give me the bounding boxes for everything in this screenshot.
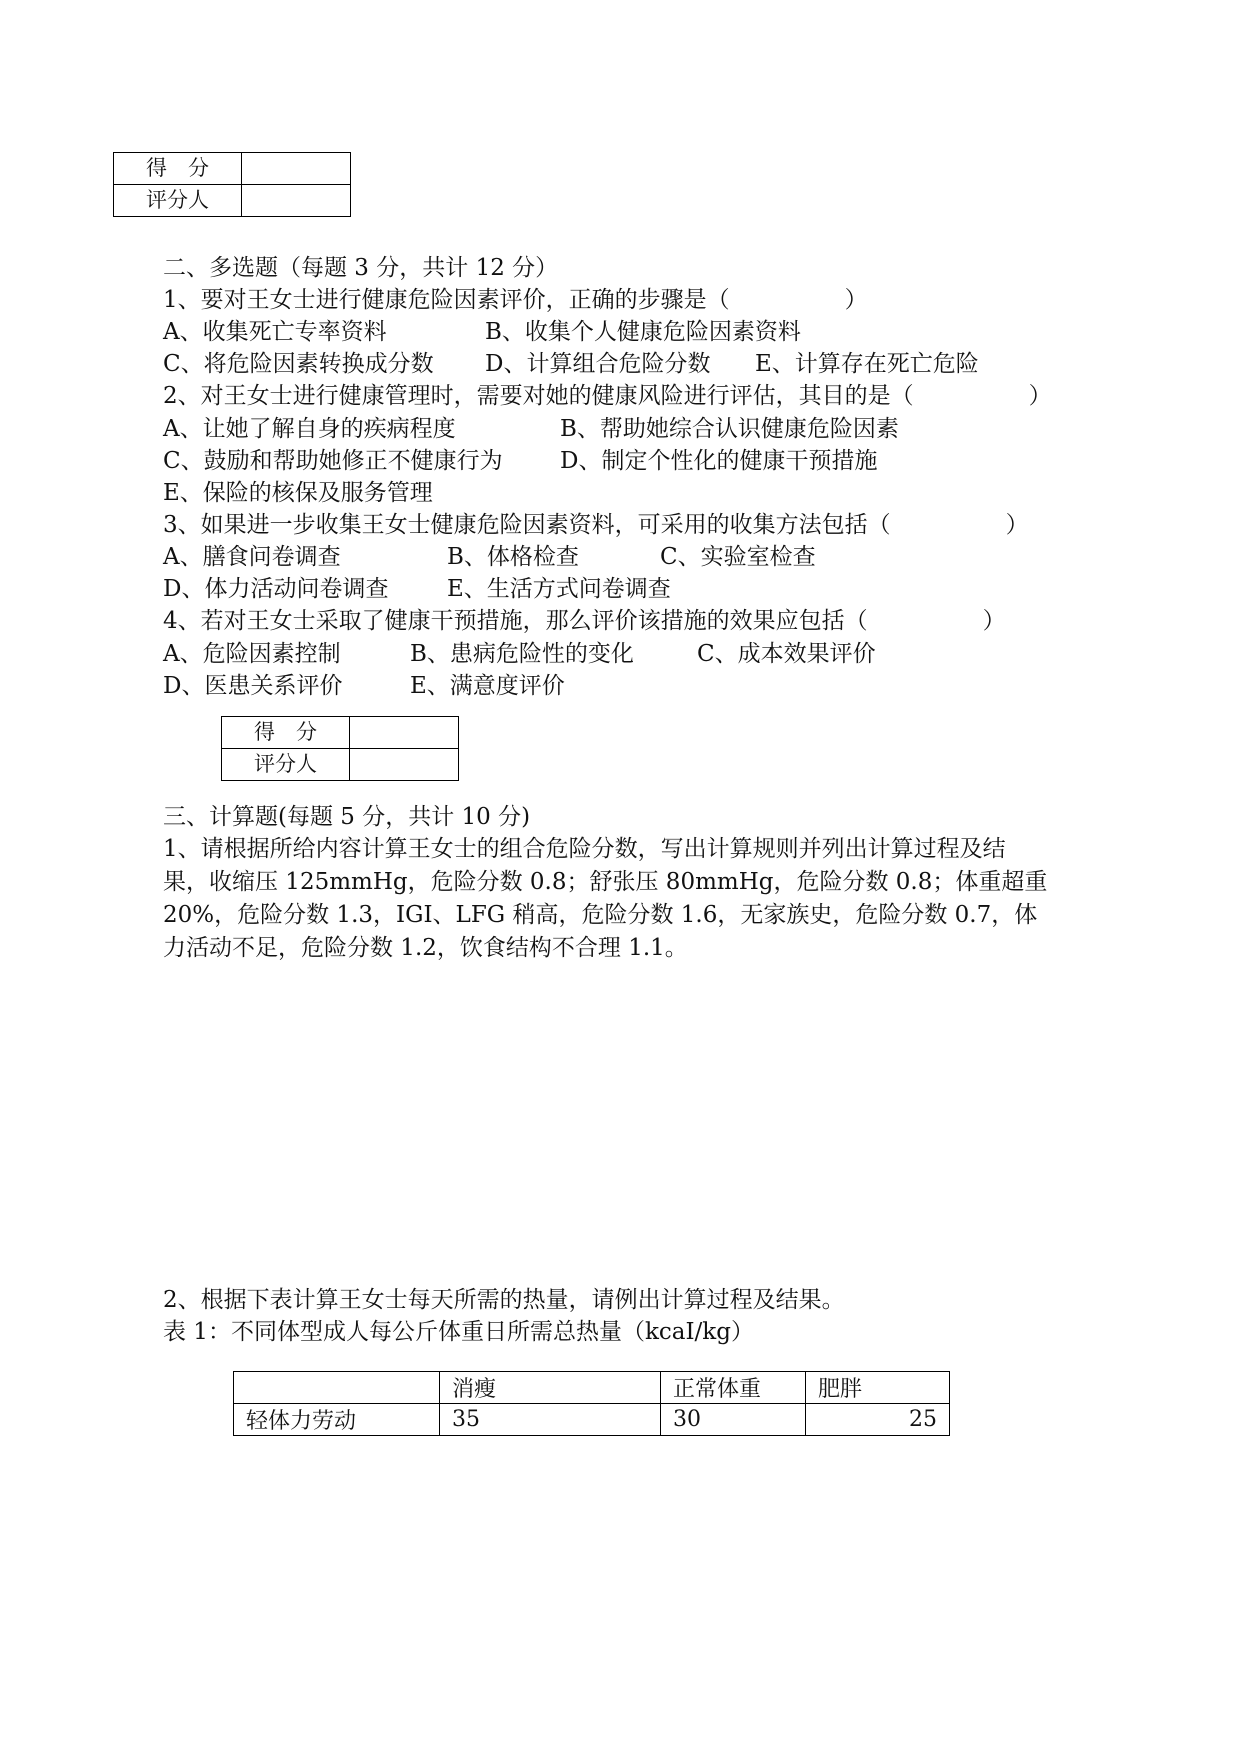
q2-option-d: D、制定个性化的健康干预措施: [560, 448, 878, 474]
table-cell: 30: [661, 1404, 806, 1436]
q4-option-c: C、成本效果评价: [697, 641, 876, 667]
grader-value-cell[interactable]: [242, 185, 351, 217]
grader-value-cell[interactable]: [350, 749, 459, 781]
table-cell: 25: [806, 1404, 950, 1436]
calorie-table: [233, 1371, 950, 1436]
score-table-2: [221, 716, 459, 781]
calc-q1-line-2: 果，收缩压 125mmHg，危险分数 0.8；舒张压 80mmHg，危险分数 0.8；体重超重: [163, 869, 1048, 895]
grader-label: 评分人: [114, 185, 242, 217]
q3-option-a: A、膳食问卷调查: [163, 544, 341, 570]
calc-q1-line-3: 20%，危险分数 1.3，IGI、LFG 稍高，危险分数 1.6，无家族史，危险分数 0.7，体: [163, 902, 1038, 928]
table-cell: 轻体力劳动: [234, 1404, 440, 1436]
score-value-cell[interactable]: [242, 153, 351, 185]
table-header-cell: 肥胖: [806, 1372, 950, 1404]
section3-heading: 三、计算题(每题 5 分，共计 10 分): [163, 804, 531, 830]
calc-q2-stem: 2、根据下表计算王女士每天所需的热量，请例出计算过程及结果。: [163, 1287, 845, 1313]
q4-option-e: E、满意度评价: [410, 673, 565, 699]
q3-option-c: C、实验室检查: [660, 544, 816, 570]
q2-option-c: C、鼓励和帮助她修正不健康行为: [163, 448, 503, 474]
q2-option-a: A、让她了解自身的疾病程度: [163, 416, 456, 442]
q2-option-e: E、保险的核保及服务管理: [163, 480, 433, 506]
q1-stem: 1、要对王女士进行健康危险因素评价，正确的步骤是（ ）: [163, 287, 868, 313]
q1-option-b: B、收集个人健康危险因素资料: [485, 319, 801, 345]
section2-heading: 二、多选题（每题 3 分，共计 12 分）: [163, 255, 559, 281]
q4-option-d: D、医患关系评价: [163, 673, 343, 699]
q2-option-b: B、帮助她综合认识健康危险因素: [560, 416, 899, 442]
q2-stem: 2、对王女士进行健康管理时，需要对她的健康风险进行评估，其目的是（ ）: [163, 383, 1052, 409]
table-header-cell: 正常体重: [661, 1372, 806, 1404]
q3-option-e: E、生活方式问卷调查: [447, 576, 671, 602]
score-label: 得 分: [222, 717, 350, 749]
table-header-row: [234, 1372, 950, 1404]
q1-option-d: D、计算组合危险分数: [485, 351, 711, 377]
table-header-cell: 消瘦: [440, 1372, 661, 1404]
q1-option-c: C、将危险因素转换成分数: [163, 351, 434, 377]
q4-option-b: B、患病危险性的变化: [410, 641, 634, 667]
q4-stem: 4、若对王女士采取了健康干预措施，那么评价该措施的效果应包括（ ）: [163, 608, 1006, 634]
q3-stem: 3、如果进一步收集王女士健康危险因素资料，可采用的收集方法包括（ ）: [163, 512, 1029, 538]
score-table-1: [113, 152, 351, 217]
calc-q1-line-4: 力活动不足，危险分数 1.2，饮食结构不合理 1.1。: [163, 935, 688, 961]
table-row: [234, 1404, 950, 1436]
q3-option-d: D、体力活动问卷调查: [163, 576, 389, 602]
q3-option-b: B、体格检查: [447, 544, 579, 570]
table-caption: 表 1：不同体型成人每公斤体重日所需总热量（kcaI/kg）: [163, 1319, 754, 1345]
q4-option-a: A、危险因素控制: [163, 641, 341, 667]
q1-option-e: E、计算存在死亡危险: [755, 351, 979, 377]
score-value-cell[interactable]: [350, 717, 459, 749]
table-header-cell: [234, 1372, 440, 1404]
score-label: 得 分: [114, 153, 242, 185]
grader-label: 评分人: [222, 749, 350, 781]
table-cell: 35: [440, 1404, 661, 1436]
calc-q1-line-1: 1、请根据所给内容计算王女士的组合危险分数，写出计算规则并列出计算过程及结: [163, 836, 1006, 862]
q1-option-a: A、收集死亡专率资料: [163, 319, 387, 345]
